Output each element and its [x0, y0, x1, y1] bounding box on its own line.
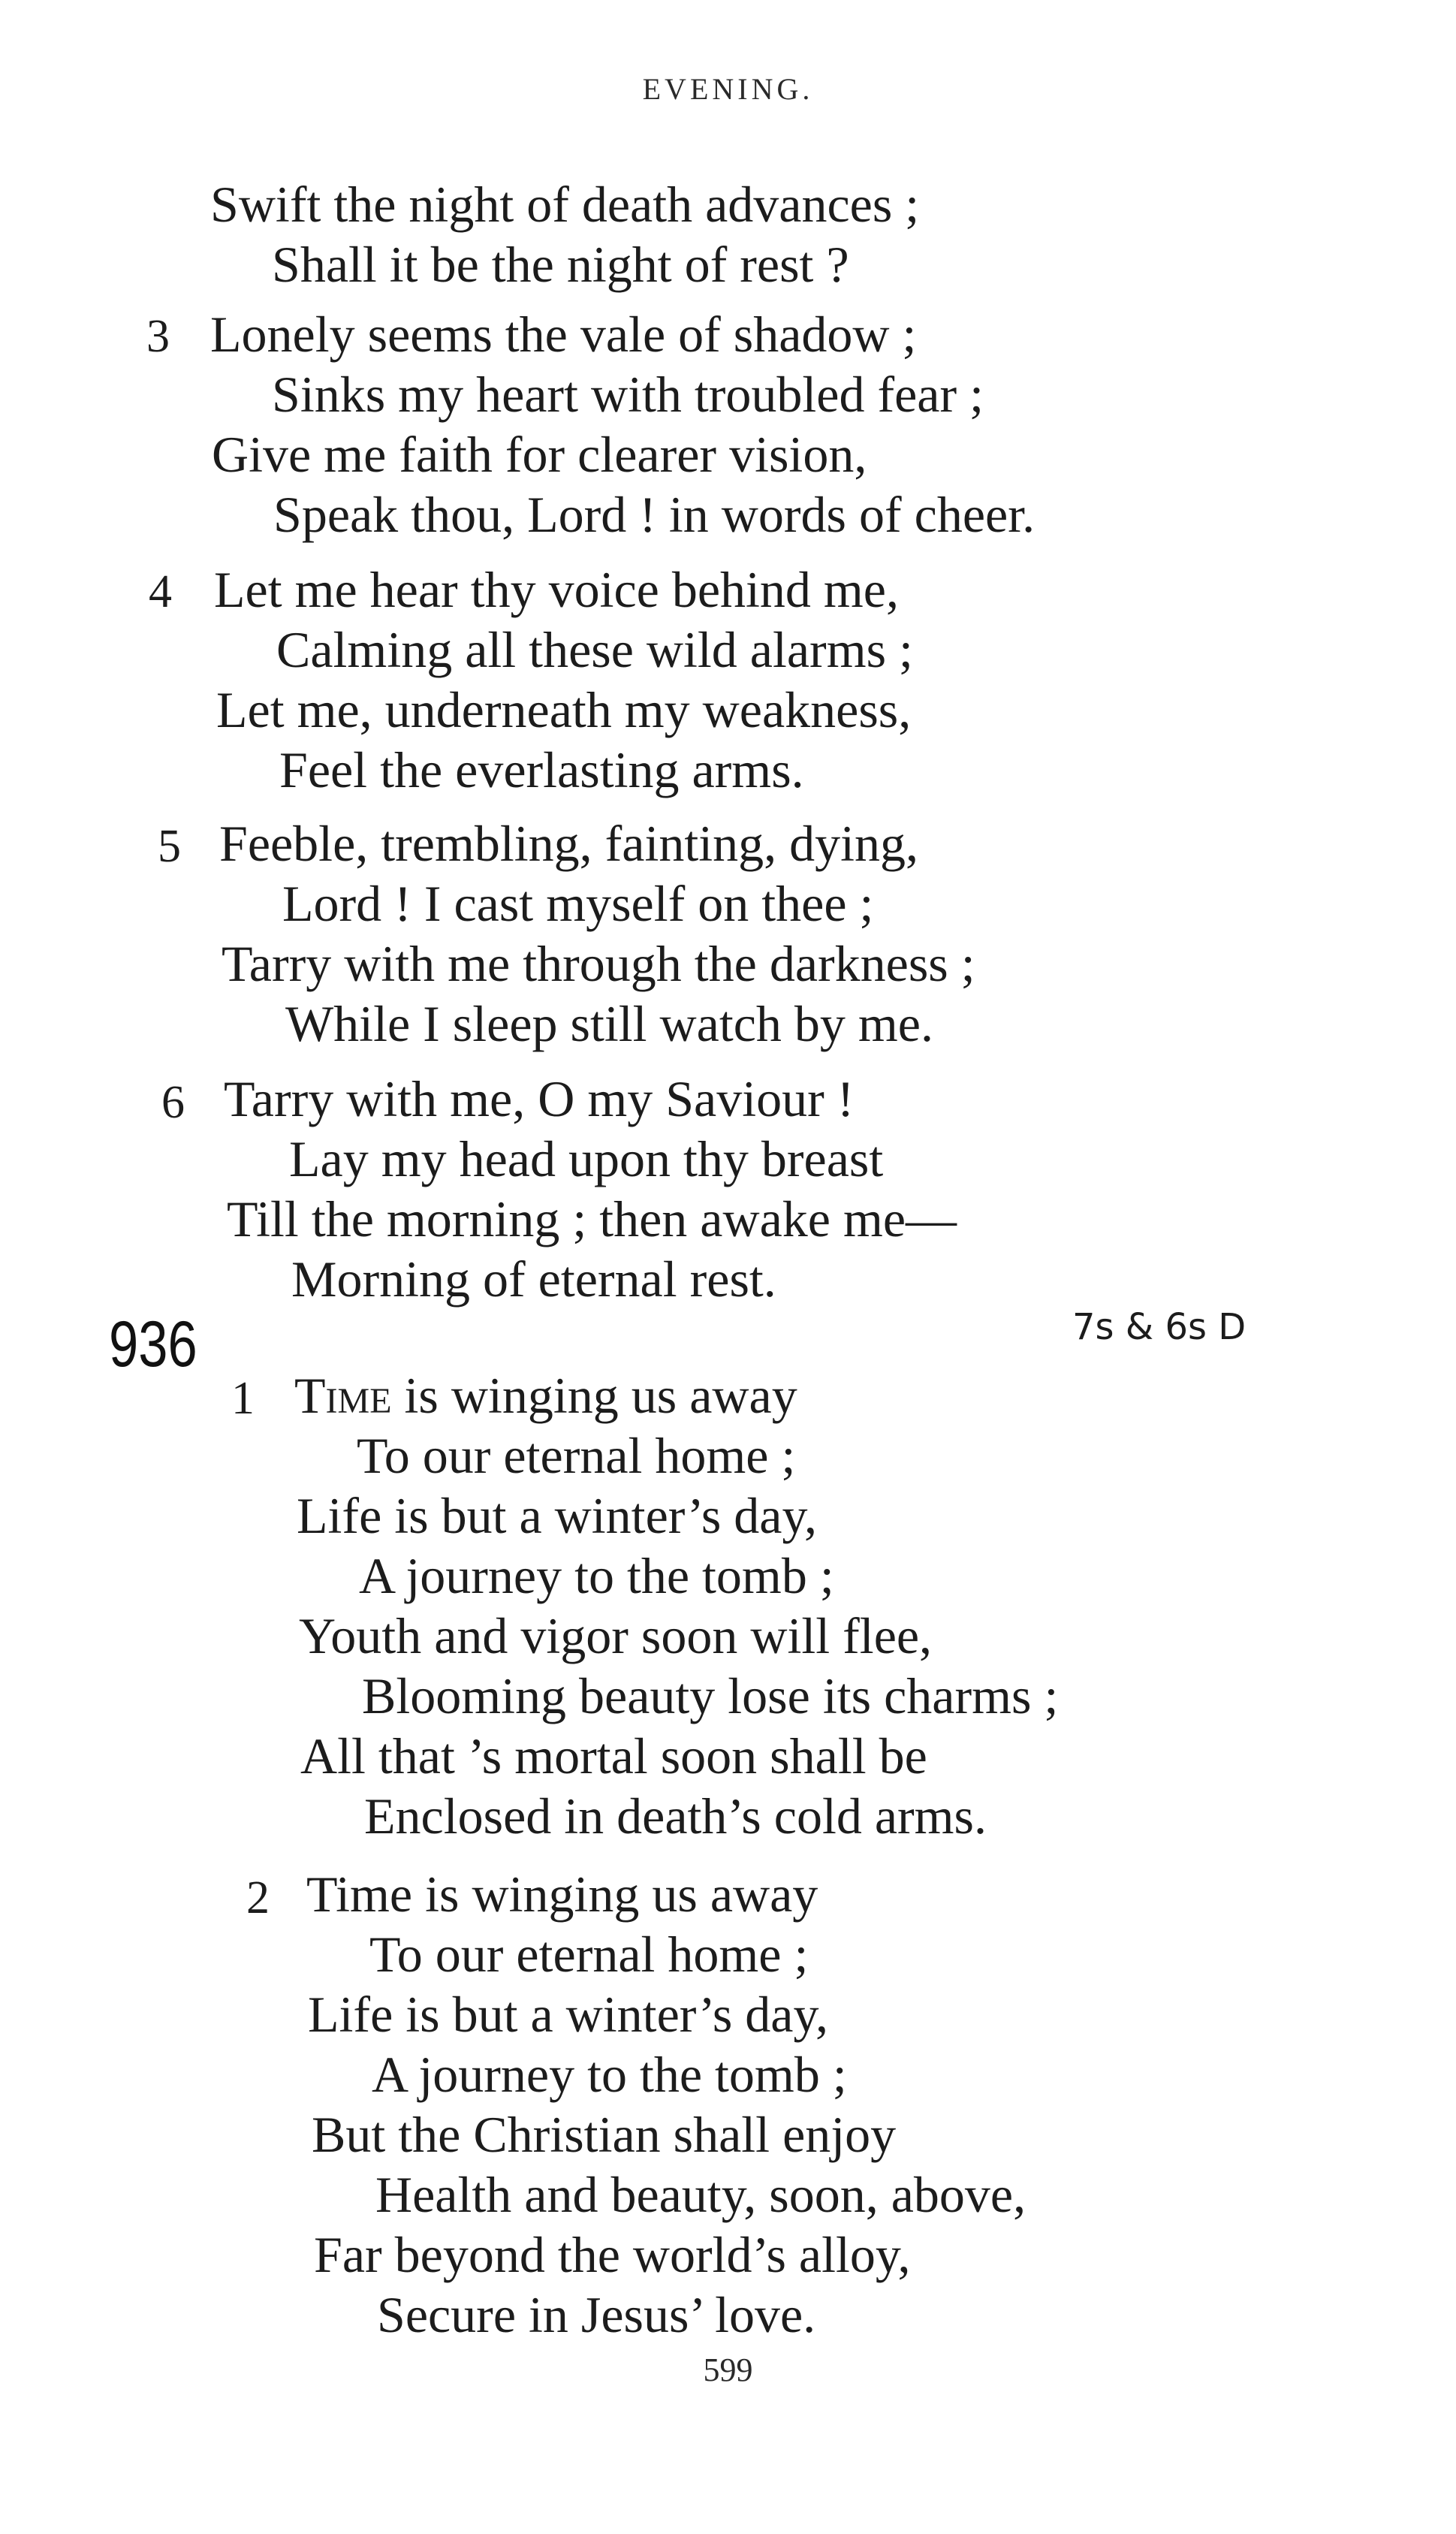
- verse-number: 6: [161, 1077, 185, 1128]
- verse-first-word: Time: [294, 1367, 392, 1424]
- verse-line: Lonely seems the vale of shadow ;: [210, 306, 917, 363]
- verse-line: Sinks my heart with troubled fear ;: [272, 366, 984, 423]
- verse-line: Let me hear thy voice behind me,: [214, 561, 899, 618]
- verse-line: Morning of eternal rest.: [291, 1250, 776, 1308]
- verse-line: To our eternal home ;: [357, 1427, 796, 1484]
- verse-line: Give me faith for clearer vision,: [212, 426, 867, 483]
- verse-number: 2: [246, 1872, 270, 1923]
- verse-number: 5: [158, 821, 181, 872]
- verse-line: Tarry with me through the darkness ;: [222, 935, 975, 992]
- verse-line: Shall it be the night of rest ?: [272, 236, 849, 293]
- verse-number: 3: [146, 311, 170, 362]
- verse-first-line-rest: is winging us away: [391, 1367, 797, 1424]
- verse-line: Life is but a winter’s day,: [297, 1487, 818, 1544]
- verse-line: While I sleep still watch by me.: [285, 995, 933, 1052]
- page-number: 599: [703, 2351, 753, 2388]
- verse-line: Far beyond the world’s alloy,: [314, 2226, 911, 2283]
- verse-line: Tarry with me, O my Saviour !: [224, 1070, 855, 1127]
- verse-line: Health and beauty, soon, above,: [375, 2166, 1026, 2223]
- verse-first-line: [294, 1365, 797, 1425]
- verse-line: Swift the night of death advances ;: [210, 176, 920, 233]
- verse-line: Lay my head upon thy breast: [289, 1130, 884, 1187]
- verse-line: A journey to the tomb ;: [372, 2046, 847, 2103]
- verse-number: 4: [149, 566, 172, 617]
- verse-line: Life is but a winter’s day,: [308, 1986, 829, 2043]
- verse-line: Calming all these wild alarms ;: [276, 621, 913, 678]
- verse-line: Feeble, trembling, fainting, dying,: [219, 815, 919, 872]
- verse-line: Speak thou, Lord ! in words of cheer.: [273, 486, 1035, 543]
- verse-line: But the Christian shall enjoy: [312, 2106, 897, 2163]
- page-header: EVENING.: [642, 72, 814, 106]
- verse-line: Blooming beauty lose its charms ;: [362, 1667, 1059, 1724]
- verse-line: Time is winging us away: [306, 1866, 818, 1923]
- verse-line: Enclosed in death’s cold arms.: [364, 1787, 987, 1845]
- hymn-meter: 7s & 6s D: [1072, 1306, 1246, 1348]
- verse-line: To our eternal home ;: [369, 1926, 809, 1983]
- verse-line: Feel the everlasting arms.: [279, 741, 804, 798]
- verse-line: Lord ! I cast myself on thee ;: [282, 875, 874, 932]
- hymn-number: 936: [109, 1308, 197, 1380]
- verse-line: Secure in Jesus’ love.: [377, 2286, 816, 2343]
- verse-line: All that ’s mortal soon shall be: [300, 1727, 927, 1784]
- verse-line: Youth and vigor soon will flee,: [299, 1607, 933, 1664]
- verse-number: 1: [231, 1373, 255, 1424]
- verse-line: A journey to the tomb ;: [359, 1547, 834, 1604]
- verse-line: Let me, underneath my weakness,: [216, 681, 912, 738]
- verse-line: Till the morning ; then awake me—: [227, 1190, 957, 1247]
